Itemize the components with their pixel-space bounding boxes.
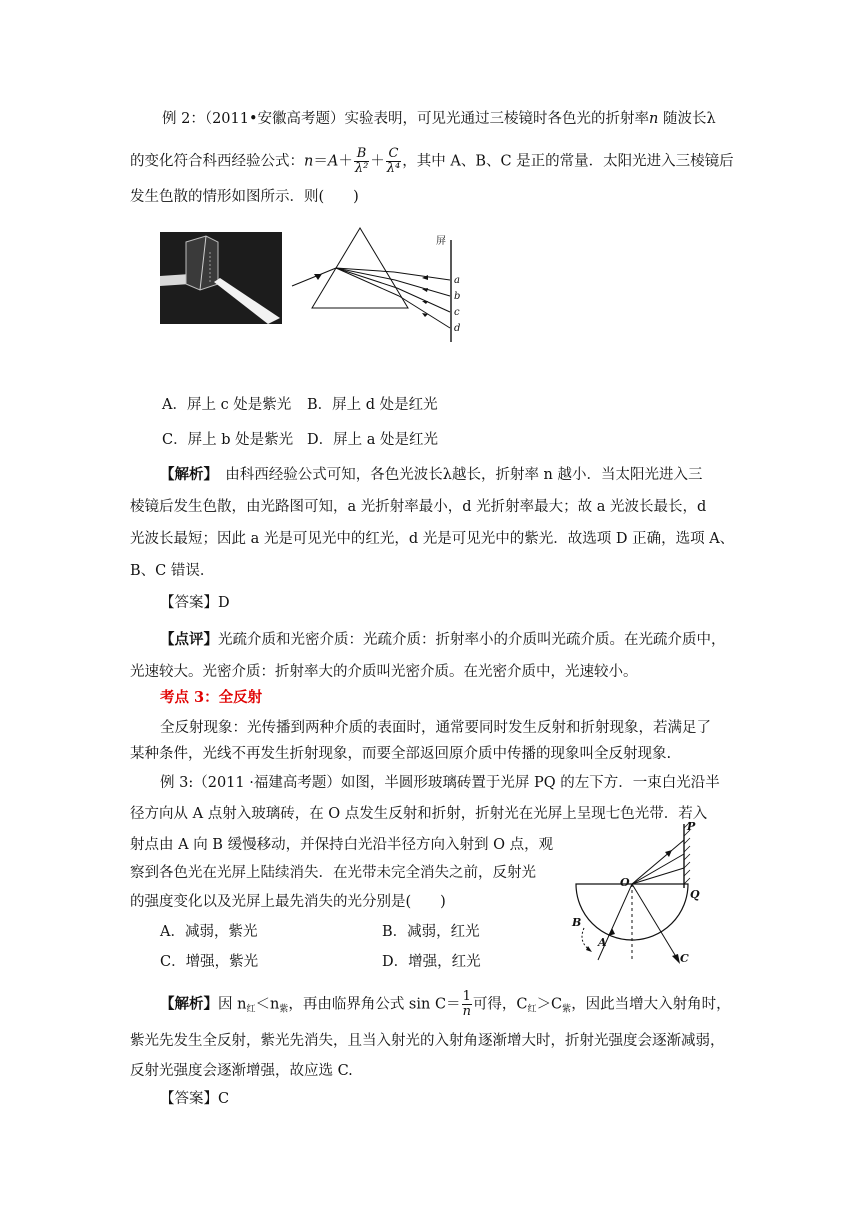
ex3-option-a: A．减弱，紫光 (160, 924, 258, 940)
ex3-analysis-line-2: 紫光先发生全反射，紫光先消失，且当入射光的入射角逐渐增大时，折射光强度会逐渐减弱， (130, 1033, 725, 1049)
ex2-line-3: 发生色散的情形如图所示．则( ) (130, 189, 359, 205)
dispersion-diagram (288, 222, 478, 350)
ex2-analysis-line-4: B、C 错误． (130, 563, 215, 579)
screen-mark-a: a (454, 275, 460, 286)
prism-photo (160, 232, 282, 324)
ex3-line-1: 例 3:（2011 ·福建高考题）如图，半圆形玻璃砖置于光屏 PQ 的左下方．一束白光沿半 (160, 775, 720, 791)
label-a: A (598, 936, 607, 949)
ex3-option-c: C．增强，紫光 (160, 954, 259, 970)
ex3-line-5: 的强度变化以及光屏上最先消失的光分别是( ) (130, 894, 446, 910)
fraction-1-over-n: $\frac{1}{n}$ (462, 989, 471, 1019)
ex2-option-c: C．屏上 b 处是紫光 (162, 432, 294, 448)
screen-mark-c: c (454, 307, 460, 318)
label-o: O (620, 876, 630, 889)
ex2-line-2: 的变化符合科西经验公式：n＝A＋ $\frac{B}{\text{λ²}}$ ＋ $\frac{C}{\text{λ⁴}}$ ，其中 A、B、C 是正的常量．太阳光进入三棱镜后 (130, 146, 734, 176)
ex3-analysis-line-1: 【解析】因 $n_红<n_紫$，再由临界角公式 sin C＝ $\frac{1}{n}$ 可得，$C_红>C_紫$，因此当增大入射角时， (160, 989, 731, 1019)
label-b: B (572, 916, 582, 929)
label-p: P (687, 820, 696, 833)
ex3-analysis-line-3: 反射光强度会逐渐增强，故应选 C. (130, 1063, 353, 1079)
ex2-analysis-line-2: 棱镜后发生色散，由光路图可知，a 光折射率最小，d 光折射率最大；故 a 光波长最长，d (130, 499, 707, 515)
screen-mark-b: b (454, 291, 461, 302)
fraction-b-lambda2: $\frac{B}{\text{λ²}}$ (354, 146, 369, 176)
semicircle-glass-diagram (568, 810, 718, 976)
comment-line-2: 光速较大。光密介质：折射率大的介质叫光密介质。在光密介质中，光速较小。 (130, 664, 638, 680)
ex2-option-b: B．屏上 d 处是红光 (307, 397, 438, 413)
ex2-analysis-line-1: 【解析】 由科西经验公式可知，各色光波长λ越长，折射率 n 越小．当太阳光进入三 (160, 466, 703, 483)
ex3-line-3: 射点由 A 向 B 缓慢移动，并保持白光沿半径方向入射到 O 点，观 (130, 837, 554, 853)
ex2-option-d: D．屏上 a 处是红光 (307, 432, 438, 448)
ex3-line-4: 察到各色光在光屏上陆续消失．在光带未完全消失之前，反射光 (130, 865, 536, 881)
ex2-answer: 【答案】D (160, 595, 230, 611)
ex3-option-b: B．减弱，红光 (382, 924, 480, 940)
screen-mark-d: d (454, 323, 461, 334)
section-title-kp3: 考点 3：全反射 (160, 689, 263, 706)
comment-line-1: 【点评】光疏介质和光密介质：光疏介质：折射率小的介质叫光疏介质。在光疏介质中， (160, 631, 726, 648)
label-q: Q (690, 888, 700, 901)
fraction-c-lambda4: $\frac{C}{\text{λ⁴}}$ (386, 146, 401, 176)
screen-label: 屏 (436, 236, 446, 247)
ex3-answer: 【答案】C (160, 1091, 230, 1107)
label-c: C (680, 952, 689, 965)
ex2-option-a: A．屏上 c 处是紫光 (162, 397, 292, 413)
ex3-option-d: D．增强，红光 (382, 954, 481, 970)
ex3-line-2: 径方向从 A 点射入玻璃砖，在 O 点发生反射和折射，折射光在光屏上呈现七色光带．若入 (130, 806, 708, 822)
kp3-definition-line-2: 某种条件，光线不再发生折射现象，而要全部返回原介质中传播的现象叫全反射现象. (130, 746, 672, 762)
ex2-analysis-line-3: 光波长最短；因此 a 光是可见光中的红光，d 光是可见光中的紫光．故选项 D 正确，选项 A、 (130, 531, 735, 547)
ex2-line-1: 例 2：（2011•安徽高考题）实验表明，可见光通过三棱镜时各色光的折射率n 随波长λ (162, 111, 716, 127)
kp3-definition-line-1: 全反射现象：光传播到两种介质的表面时，通常要同时发生反射和折射现象，若满足了 (160, 720, 711, 736)
